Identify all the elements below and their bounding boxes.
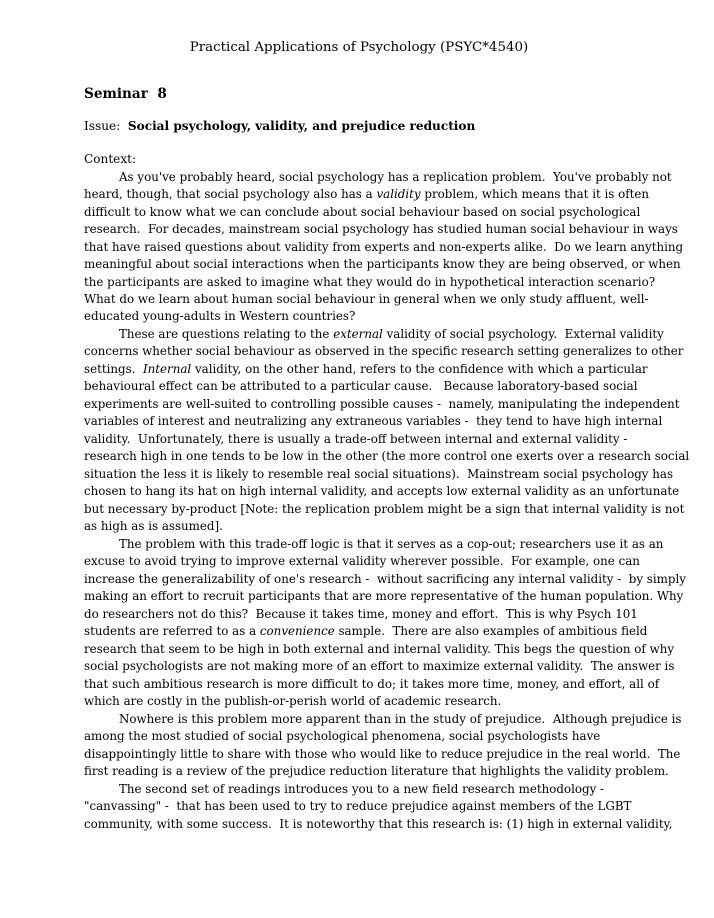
text-line: What do we learn about human social behaviour in general when we only study affluent, well-: [84, 291, 649, 306]
text-line: but necessary by-product [Note: the replication problem might be a sign that internal validity is not: [84, 501, 685, 516]
text-line: "canvassing" - that has been used to try to reduce prejudice against members of the LGBT: [84, 799, 632, 814]
text-line: The second set of readings introduces you to a new field research methodology -: [119, 781, 605, 796]
issue-text: Social psychology, validity, and prejudice reduction: [127, 119, 476, 133]
issue-line: [84, 119, 634, 133]
text-line: research that seem to be high in both external and internal validity. This begs the question of why: [84, 641, 675, 656]
text-line: students are referred to as a convenience sample. There are also examples of ambitious field: [84, 624, 648, 639]
text-line: Nowhere is this problem more apparent than in the study of prejudice. Although prejudice is: [119, 711, 682, 726]
text-line: As you've probably heard, social psychology has a replication problem. You've probably not: [119, 169, 672, 184]
text-line: increase the generalizability of one's research - without sacrificing any internal validity - by simply: [84, 571, 686, 586]
text-line: research. For decades, mainstream social psychology has studied human social behaviour in ways: [84, 222, 678, 237]
text-line: difficult to know what we can conclude about social behaviour based on social psychological: [84, 204, 641, 219]
text-line: meaningful about social interactions when the participants know they are being observed, or when: [84, 257, 681, 272]
context-label: Context:: [84, 152, 137, 166]
text-line: excuse to avoid trying to improve external validity wherever possible. For example, one can: [84, 554, 640, 569]
text-line: community, with some success. It is noteworthy that this research is: (1) high in external validity,: [84, 816, 673, 831]
text-line: which are costly in the publish-or-perish world of academic research.: [84, 694, 502, 709]
text-line: do researchers not do this? Because it takes time, money and effort. This is why Psych 101: [84, 606, 638, 621]
text-line: concerns whether social behaviour as observed in the specific research setting generalizes to other: [84, 344, 684, 359]
text-line: as high as is assumed].: [84, 519, 223, 534]
text-line: heard, though, that social psychology also has a validity problem, which means that it is often: [84, 187, 650, 202]
context-body: [84, 169, 690, 833]
text-line: research high in one tends to be low in the other (the more control one exerts over a research social: [84, 449, 690, 464]
text-line: validity. Unfortunately, there is usually a trade-off between internal and external validity -: [84, 431, 628, 446]
text-line: that such ambitious research is more difficult to do; it takes more time, money, and effort, all of: [84, 676, 660, 691]
text-line: settings. Internal validity, on the other hand, refers to the confidence with which a particular: [84, 361, 648, 376]
text-line: the participants are asked to imagine what they would do in hypothetical interaction scenario?: [84, 274, 656, 289]
text-line: situation the less it is likely to resemble real social situations). Mainstream social psychology has: [84, 466, 674, 481]
text-line: first reading is a review of the prejudice reduction literature that highlights the validity problem.: [84, 764, 669, 779]
seminar-heading: Seminar 8: [84, 86, 167, 102]
course-title: Practical Applications of Psychology (PSYC*4540): [189, 40, 529, 55]
text-line: that have raised questions about validity from experts and non-experts alike. Do we learn anything: [84, 239, 684, 254]
issue-label: Issue:: [84, 119, 121, 133]
text-line: The problem with this trade-off logic is that it serves as a cop-out; researchers use it as an: [119, 536, 664, 551]
text-line: educated young-adults in Western countries?: [84, 309, 356, 324]
text-line: behavioural effect can be attributed to a particular cause. Because laboratory-based social: [84, 379, 638, 394]
text-line: These are questions relating to the external validity of social psychology. External validity: [119, 326, 664, 341]
text-line: social psychologists are not making more of an effort to maximize external validity. The answer is: [84, 659, 675, 674]
text-line: disappointingly little to share with those who would like to reduce prejudice in the real world. The: [84, 746, 681, 761]
text-line: chosen to hang its hat on high internal validity, and accepts low external validity as an unfortunate: [84, 484, 680, 499]
text-line: among the most studied of social psychological phenomena, social psychologists have: [84, 729, 601, 744]
text-line: experiments are well-suited to controlling possible causes - namely, manipulating the independent: [84, 396, 680, 411]
text-line: variables of interest and neutralizing any extraneous variables - they tend to have high internal: [84, 414, 663, 429]
text-line: making an effort to recruit participants that are more representative of the human population. Why: [84, 589, 684, 604]
